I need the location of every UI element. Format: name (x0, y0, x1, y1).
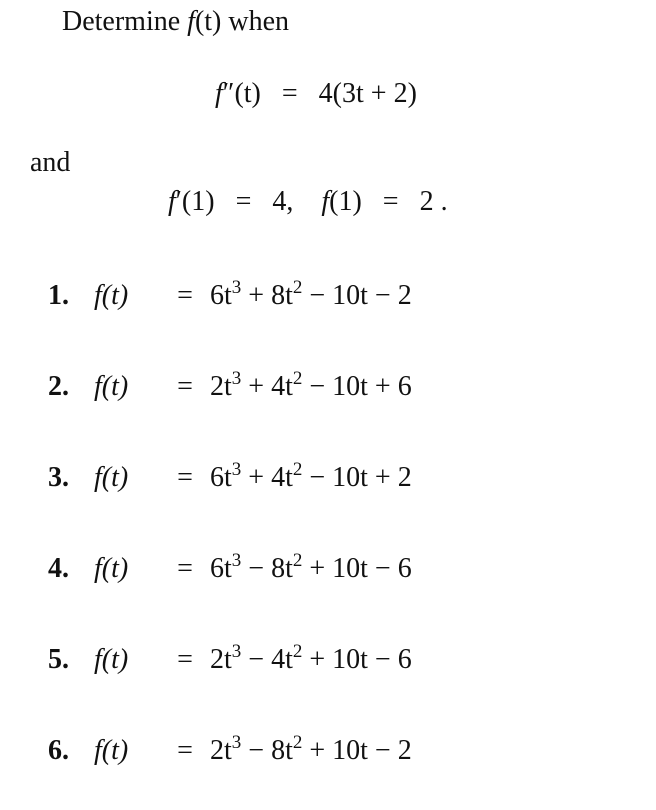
power-2: 2 (292, 641, 303, 662)
option-number: 2. (48, 371, 69, 402)
option-equals: = (177, 553, 193, 584)
term-a: 6t (210, 280, 232, 311)
option-rhs (210, 641, 412, 675)
option-number: 6. (48, 735, 69, 766)
second-derivative-equation (215, 80, 417, 108)
eq2-part2-equals: = (382, 186, 399, 217)
option-rhs (210, 277, 412, 311)
term-c: − 10t + 6 (302, 371, 412, 402)
eq2-part2-rest: (1) (329, 186, 362, 217)
option-number: 1. (48, 280, 69, 311)
option-rhs (210, 550, 412, 584)
power-2: 2 (292, 277, 303, 298)
term-a: 6t (210, 462, 232, 493)
power-1: 3 (231, 277, 242, 298)
term-c: − 10t − 2 (302, 280, 412, 311)
term-c: − 10t + 2 (302, 462, 412, 493)
answer-option-5[interactable] (48, 641, 412, 675)
option-lhs: f(t) (94, 553, 129, 584)
option-equals: = (177, 644, 193, 675)
power-1: 3 (231, 459, 242, 480)
option-rhs (210, 368, 412, 402)
option-lhs: f(t) (94, 735, 129, 766)
answer-option-3[interactable] (48, 459, 412, 493)
eq2-part2-value: 2 . (419, 186, 448, 217)
power-1: 3 (231, 641, 242, 662)
prompt-function: f (187, 6, 195, 37)
power-2: 2 (292, 368, 303, 389)
initial-conditions (168, 188, 448, 216)
term-b: − 8t (241, 553, 293, 584)
term-b: + 4t (241, 371, 293, 402)
option-number: 4. (48, 553, 69, 584)
eq2-part1-value: 4, (272, 186, 294, 217)
answer-option-6[interactable] (48, 732, 412, 766)
option-number: 5. (48, 644, 69, 675)
option-lhs: f(t) (94, 644, 129, 675)
option-equals: = (177, 280, 193, 311)
eq2-part1-function: f (168, 186, 176, 217)
term-b: + 8t (241, 280, 293, 311)
term-a: 2t (210, 371, 232, 402)
power-1: 3 (231, 732, 242, 753)
term-c: + 10t − 2 (302, 735, 412, 766)
eq2-part1-rest: ′(1) (175, 186, 215, 217)
eq1-lhs-rest: ″(t) (222, 78, 261, 109)
term-a: 6t (210, 553, 232, 584)
problem-prompt (62, 8, 289, 36)
eq1-equals: = (281, 78, 298, 109)
prompt-word: Determine (62, 6, 181, 37)
answer-option-2[interactable] (48, 368, 412, 402)
term-a: 2t (210, 735, 232, 766)
option-equals: = (177, 371, 193, 402)
answer-option-1[interactable] (48, 277, 412, 311)
term-a: 2t (210, 644, 232, 675)
power-1: 3 (231, 368, 242, 389)
eq1-function: f (215, 78, 223, 109)
term-c: + 10t − 6 (302, 644, 412, 675)
option-rhs (210, 732, 412, 766)
option-lhs: f(t) (94, 371, 129, 402)
power-2: 2 (292, 550, 303, 571)
eq1-rhs: 4(3t + 2) (318, 78, 417, 109)
term-c: + 10t − 6 (302, 553, 412, 584)
power-2: 2 (292, 732, 303, 753)
term-b: − 4t (241, 644, 293, 675)
term-b: − 8t (241, 735, 293, 766)
power-1: 3 (231, 550, 242, 571)
answer-option-4[interactable] (48, 550, 412, 584)
option-number: 3. (48, 462, 69, 493)
option-lhs: f(t) (94, 462, 129, 493)
eq2-part1-equals: = (235, 186, 252, 217)
option-lhs: f(t) (94, 280, 129, 311)
power-2: 2 (292, 459, 303, 480)
conjunction-text: and (30, 147, 71, 178)
option-rhs (210, 459, 412, 493)
option-equals: = (177, 735, 193, 766)
term-b: + 4t (241, 462, 293, 493)
option-equals: = (177, 462, 193, 493)
eq2-part2-function: f (321, 186, 330, 217)
prompt-argument: (t) (194, 6, 222, 37)
prompt-when: when (228, 6, 290, 37)
